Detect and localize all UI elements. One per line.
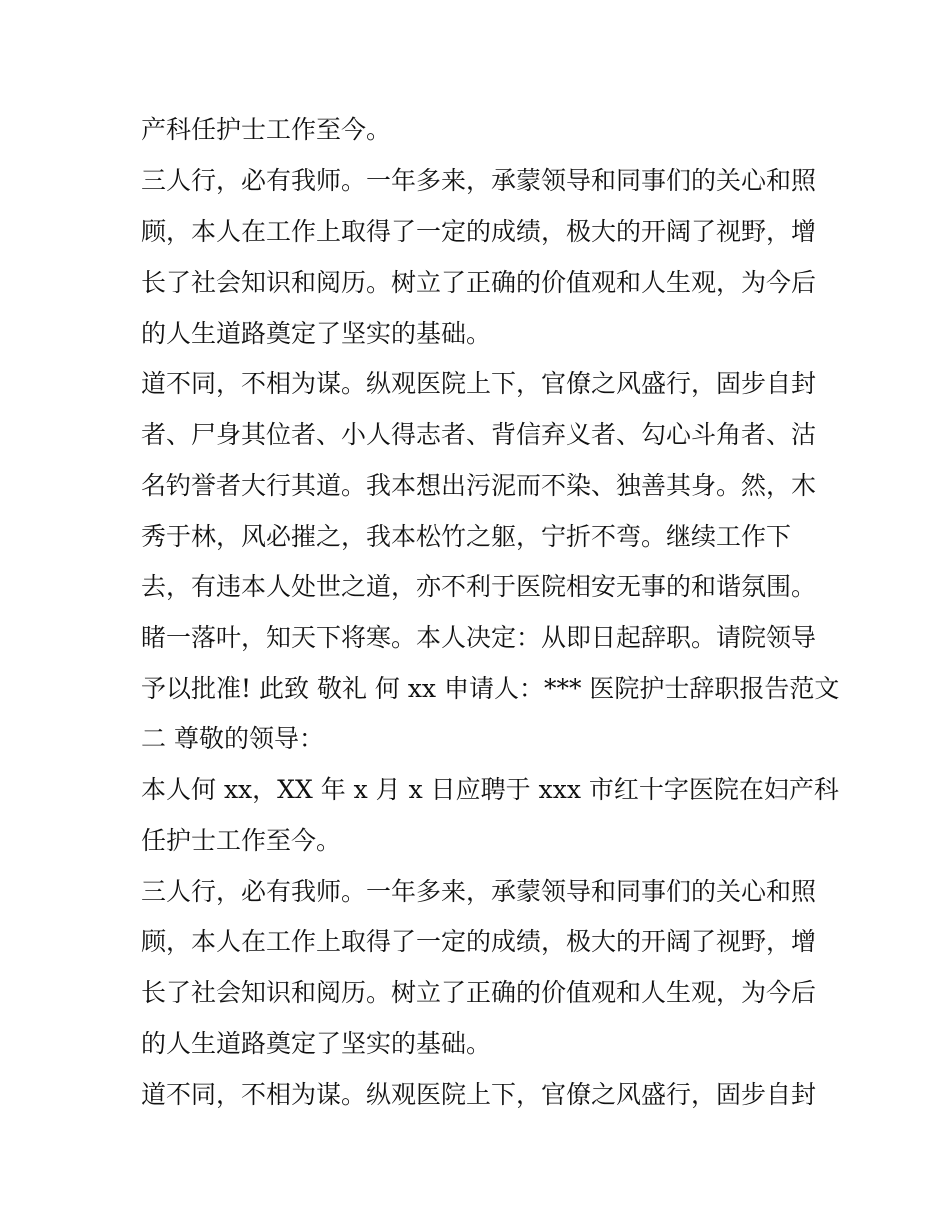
text-line: 三人行，必有我师。一年多来，承蒙领导和同事们的关心和照	[141, 877, 817, 906]
text-line: 长了社会知识和阅历。树立了正确的价值观和人生观，为今后	[141, 978, 817, 1007]
text-line: 任护士工作至今。	[141, 826, 342, 855]
text-line: 秀于林，风必摧之，我本松竹之躯，宁折不弯。继续工作下	[141, 522, 792, 551]
text-line: 顾，本人在工作上取得了一定的成绩，极大的开阔了视野，增	[141, 927, 817, 956]
text-line: 睹一落叶，知天下将寒。本人决定：从即日起辞职。请院领导	[141, 623, 817, 652]
text-line: 道不同，不相为谋。纵观医院上下，官僚之风盛行，固步自封	[141, 369, 817, 398]
text-line: 的人生道路奠定了坚实的基础。	[141, 319, 492, 348]
text-line: 道不同，不相为谋。纵观医院上下，官僚之风盛行，固步自封	[141, 1080, 817, 1109]
text-line: 的人生道路奠定了坚实的基础。	[141, 1029, 492, 1058]
text-line: 予以批准! 此致 敬礼 何 xx 申请人：*** 医院护士辞职报告范文	[141, 674, 840, 703]
text-line: 名钓誉者大行其道。我本想出污泥而不染、独善其身。然，木	[141, 471, 817, 500]
text-line: 三人行，必有我师。一年多来，承蒙领导和同事们的关心和照	[141, 166, 817, 195]
text-line: 长了社会知识和阅历。树立了正确的价值观和人生观，为今后	[141, 268, 817, 297]
text-line: 本人何 xx，XX 年 x 月 x 日应聘于 xxx 市红十字医院在妇产科	[141, 775, 839, 804]
text-line: 产科任护士工作至今。	[141, 115, 392, 144]
text-line: 二 尊敬的领导：	[141, 724, 324, 753]
text-line: 去，有违本人处世之道，亦不利于医院相安无事的和谐氛围。	[141, 572, 817, 601]
text-line: 者、尸身其位者、小人得志者、背信弃义者、勾心斗角者、沽	[141, 420, 817, 449]
text-line: 顾，本人在工作上取得了一定的成绩，极大的开阔了视野，增	[141, 217, 817, 246]
